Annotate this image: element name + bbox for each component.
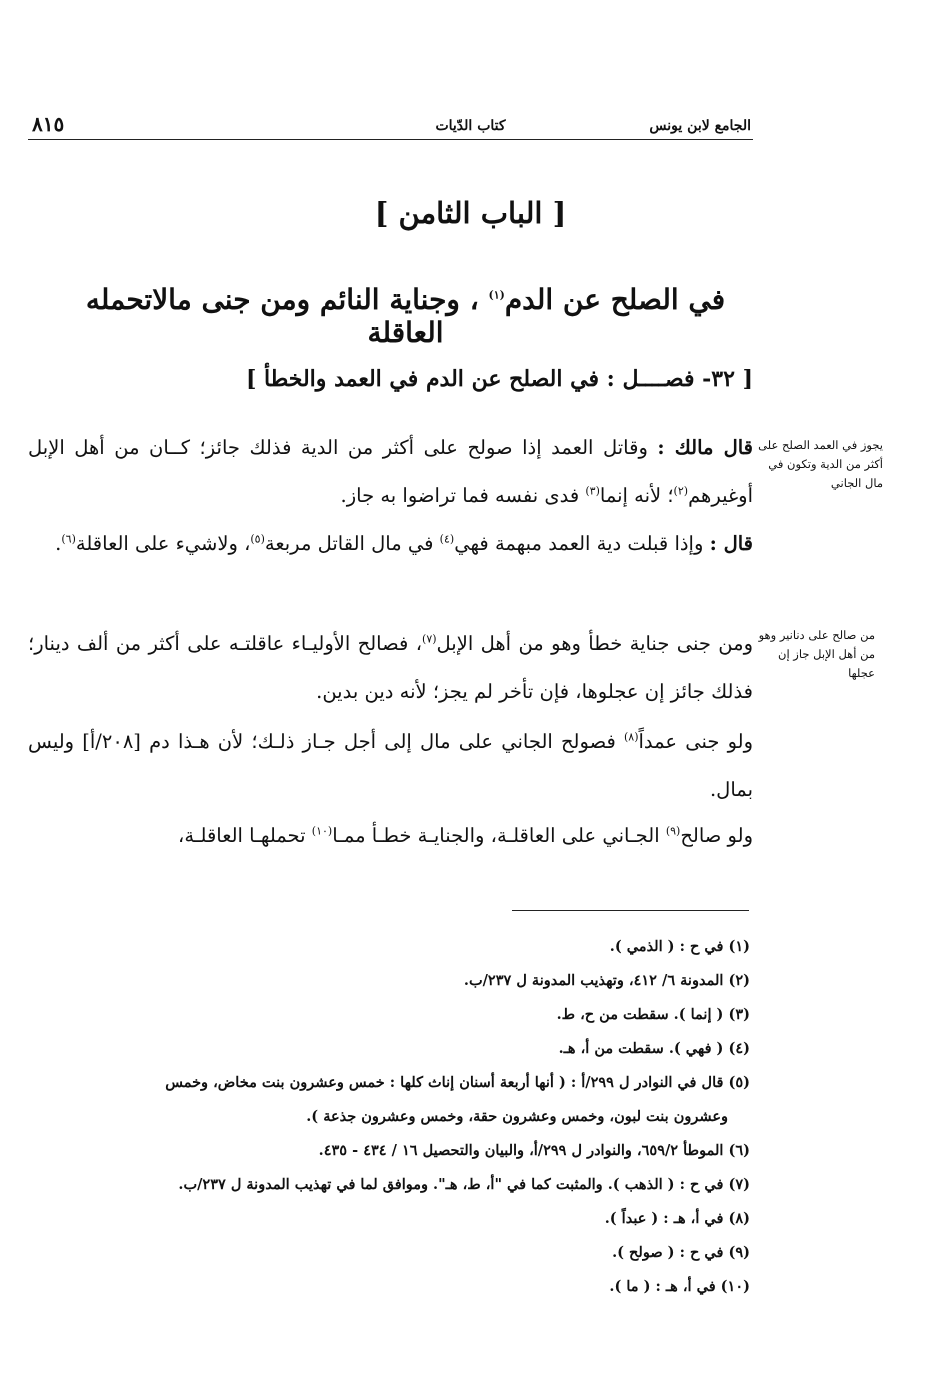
chapter-subtitle bbox=[60, 283, 751, 349]
paragraph-text: تحملهـا العاقلـة، bbox=[178, 824, 312, 847]
section-heading: [ ٣٢- فصــــل : في الصلح عن الدم في العمد والخطأ ] bbox=[245, 366, 753, 392]
paragraph-lead: قال : bbox=[709, 532, 753, 555]
footnote-ref: (٣) bbox=[585, 484, 600, 498]
paragraph-text: فدى نفسه فما تراضوا به جاز. bbox=[340, 484, 586, 507]
footnote-item bbox=[25, 1270, 750, 1304]
footnote-item bbox=[25, 1236, 750, 1270]
body-paragraph bbox=[28, 424, 753, 520]
footnote-item bbox=[25, 998, 750, 1032]
footnote-item bbox=[25, 1032, 750, 1066]
header-chapter-title: كتاب الدّيات bbox=[435, 118, 506, 134]
footnote-text: (٦) الموطأ ٦٥٩/٢، والنوادر ل ٢٩٩/أ، والبيان والتحصيل ١٦ / ٤٣٤ - ٤٣٥. bbox=[318, 1142, 750, 1159]
footnote-text: (٢) المدونة ٦/ ٤١٢، وتهذيب المدونة ل ٢٣٧/ب. bbox=[463, 972, 750, 989]
paragraph-text: فصولح الجاني على مال إلى أجل جـاز ذلـك؛ لأن هـذا دم [٢٠٨/أ] وليس بمال. bbox=[28, 730, 753, 801]
chapter-subtitle-before: في الصلح عن الدم bbox=[504, 283, 726, 316]
footnote-text: (٩) في ح : ( صولح ). bbox=[612, 1244, 750, 1261]
footnote-item bbox=[25, 1066, 750, 1134]
footnote-text: (٨) في أ، هـ : ( عبداً ). bbox=[604, 1210, 750, 1227]
header-rule bbox=[28, 139, 753, 140]
paragraph-text: ومن جنى جناية خطأ وهو من أهل الإبل bbox=[436, 632, 754, 655]
paragraph-text: ، ولاشيء على العاقلة bbox=[75, 532, 251, 555]
footnote-ref: (٢) bbox=[673, 484, 689, 498]
footnote-ref: (٤) bbox=[439, 532, 455, 546]
footnote-item bbox=[25, 1168, 750, 1202]
body-paragraph bbox=[28, 718, 753, 814]
footnote-item bbox=[25, 930, 750, 964]
paragraph-text: وقاتل العمد إذا صولح على أكثر من الدية فذلك جائز؛ كــان من أهل الإبل أوغيرهم bbox=[28, 436, 753, 507]
paragraph-text: ، فصالح الأوليـاء عاقلتـه على أكثر من ألف دينار؛ فذلك جائز إن عجلوها، فإن تأخر لم يجز؛ لأنه دين بدين. bbox=[28, 632, 753, 703]
body-paragraph bbox=[28, 812, 753, 860]
footnote-text: (٥) قال في النوادر ل ٢٩٩/أ : ( أنها أربعة أسنان إناث كلها : خمس وعشرون بنت مخاض، وخمس bbox=[165, 1074, 750, 1091]
footnote-item bbox=[25, 1134, 750, 1168]
paragraph-lead: قال مالك : bbox=[657, 436, 754, 459]
header-page-number: ٨١٥ bbox=[32, 112, 65, 136]
footnote-item bbox=[25, 1202, 750, 1236]
body-paragraph bbox=[28, 620, 753, 716]
footnote-ref: (٧) bbox=[422, 632, 437, 646]
header-book-title: الجامع لابن يونس bbox=[649, 118, 751, 134]
paragraph-text: ؛ لأنه إنما bbox=[599, 484, 674, 507]
footnote-ref: (١٠) bbox=[311, 824, 333, 838]
footnote-ref: (٦) bbox=[61, 532, 76, 546]
paragraph-text: وإذا قبلت دية العمد مبهمة فهي bbox=[454, 532, 710, 555]
margin-note: من صالح على دنانير وهو من أهل الإبل جاز إن عجلها bbox=[758, 628, 875, 680]
footnote-text: (٤) ( فهي ). سقطت من أ، هـ. bbox=[558, 1040, 750, 1057]
footnotes-list bbox=[25, 930, 750, 1304]
footnote-ref: (٥) bbox=[250, 532, 265, 546]
paragraph-text: ولو جنى عمداً bbox=[638, 730, 753, 753]
footnote-text: (١٠) في أ، هـ : ( ما ). bbox=[609, 1278, 750, 1295]
margin-note: يجوز في العمد الصلح على أكثر من الدية وتكون في مال الجاني bbox=[758, 438, 883, 490]
paragraph-text: الجـاني على العاقلـة، والجنايـة خطـأ ممـا bbox=[332, 824, 666, 847]
paragraph-text: ولو صالح bbox=[680, 824, 753, 847]
footnote-text: (١) في ح : ( الذمي ). bbox=[609, 938, 750, 955]
footnote-continuation: وعشرون بنت لبون، وخمس وعشرون حقة، وخمس وعشرون جذعة ). bbox=[306, 1108, 728, 1125]
footnote-rule bbox=[512, 910, 749, 911]
paragraph-text: . bbox=[55, 532, 62, 555]
body-paragraph bbox=[28, 520, 753, 568]
chapter-heading: [ الباب الثامن ] bbox=[374, 196, 567, 230]
footnote-text: (٧) في ح : ( الذهب ). والمثبت كما في "أ، ط، هـ". وموافق لما في تهذيب المدونة ل ٢٣٧/ب. bbox=[178, 1176, 750, 1193]
footnote-ref: (٨) bbox=[623, 730, 639, 744]
chapter-subtitle-after: ، وجناية النائم ومن جنى مالاتحمله العاقلة bbox=[85, 283, 489, 349]
footnote-ref: (٩) bbox=[665, 824, 681, 838]
footnote-text: (٣) ( إنما ). سقطت من ح، ط. bbox=[556, 1006, 750, 1023]
footnote-ref: (١) bbox=[488, 288, 505, 302]
paragraph-text: في مال القاتل مربعة bbox=[264, 532, 440, 555]
footnote-item bbox=[25, 964, 750, 998]
